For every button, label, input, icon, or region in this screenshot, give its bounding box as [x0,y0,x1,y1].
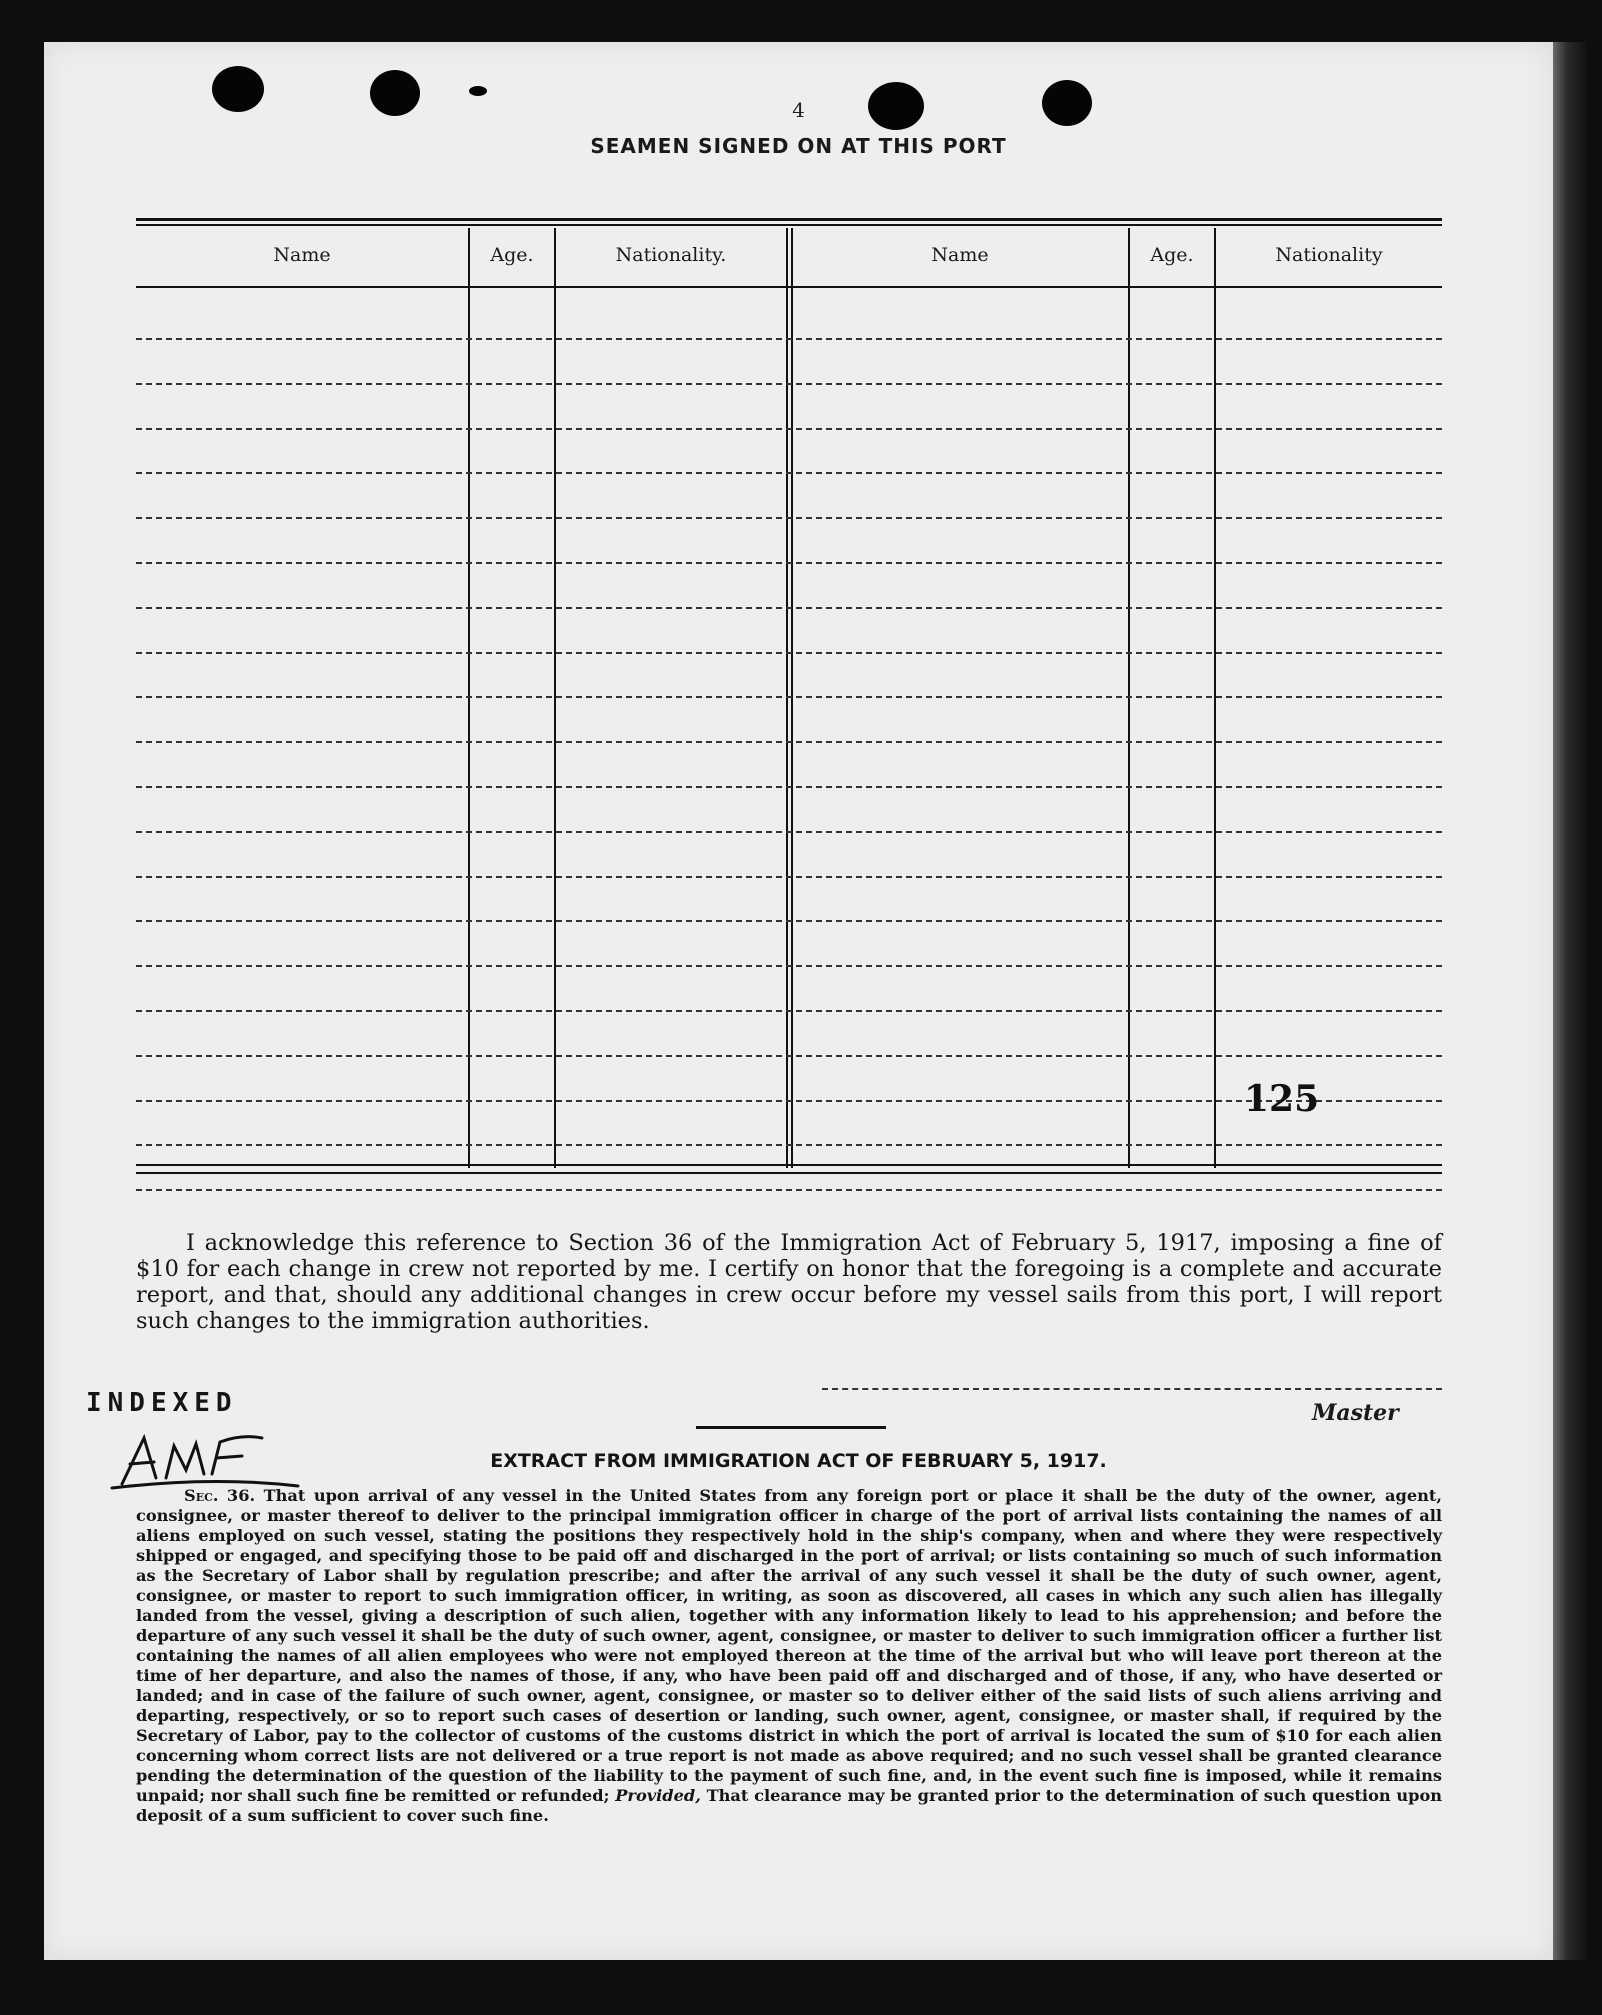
punch-hole [469,86,487,96]
crew-table [136,176,1442,1176]
extract-body [136,1486,1442,1826]
table-row [136,876,1442,878]
signature-label: Master [1312,1400,1399,1426]
table-row [136,1055,1442,1057]
header-nationality-1: Nationality. [615,244,727,266]
handwritten-entry: 125 [1244,1078,1320,1120]
table-row [136,786,1442,788]
extract-title: EXTRACT FROM IMMIGRATION ACT OF FEBRUARY 5, 1917. [490,1450,1107,1472]
table-row [136,1144,1442,1146]
header-name-2: Name [931,244,989,266]
table-row [136,920,1442,922]
acknowledgement-text: I acknowledge this reference to Section 36 of the Immigration Act of February 5, 1917, imposing a fine of $10 for each change in crew not reported by me. I certify on honor that the foregoing is a complete and accurate report, and that, should any additional changes in crew occur before my vessel sails from this port, I will report such changes to the immigration authorities. [136,1230,1442,1334]
indexed-stamp: INDEXED [86,1388,238,1418]
table-row [136,383,1442,385]
table-row [136,696,1442,698]
table-row [136,741,1442,743]
table-row [136,338,1442,340]
table-top-rule [136,218,1442,221]
table-top-rule-inner [136,224,1442,226]
extract-section-text: That upon arrival of any vessel in the United States from any foreign port or place it shall be the duty of the owner, agent, consignee, or master thereof to deliver to the principal immigration officer in charge of the port of arrival lists containing the names of all aliens employed on such vessel, stating the positions they respectively hold in the ship's company, when and where they were respectively shipped or engaged, and specifying those to be paid off and discharged in the port of arrival; or lists containing so much of such information as the Secretary of Labor shall by regulation prescribe; and after the arrival of any such vessel it shall be the duty of such owner, agent, consignee, or master to report to such immigration officer, in writing, as soon as discovered, all cases in which any such alien has illegally landed from the vessel, giving a description of such alien, together with any information likely to lead to his apprehension; and before the departure of any such vessel it shall be the duty of such owner, agent, consignee, or master to deliver to such immigration officer a further list containing the names of all alien employees who were not employed thereon at the time of the arrival but who will leave port thereon at the time of her departure, and also the names of those, if any, who have been paid off and discharged and of those, if any, who have deserted or landed; and in case of the failure of such owner, agent, consignee, or master so to deliver either of the said lists of such aliens arriving and departing, respectively, or so to report such cases of desertion or landing, such owner, agent, consignee, or master shall, if required by the Secretary of Labor, pay to the collector of customs of the customs district in which the port of arrival is located the sum of $10 for each alien concerning whom correct lists are not delivered or a true report is not made as above required; and no such vessel shall be granted clearance pending the determination of the question of the liability to the payment of such fine, and, in the event such fine is imposed, while it remains unpaid; nor shall such fine be remitted or refunded; [136,1486,1443,1805]
table-row [136,652,1442,654]
signature-line [822,1388,1442,1390]
header-name-1: Name [273,244,331,266]
table-row [136,517,1442,519]
table-row [136,472,1442,474]
section-divider [696,1426,886,1429]
table-row [136,831,1442,833]
header-age-2: Age. [1150,244,1194,266]
header-nationality-2: Nationality [1275,244,1383,266]
table-row [136,562,1442,564]
table-row [136,607,1442,609]
table-row [136,1010,1442,1012]
header-age-1: Age. [490,244,534,266]
table-row [136,428,1442,430]
document-page [44,42,1553,1960]
extract-proviso-word: Provided, [615,1786,701,1805]
table-row [136,1189,1442,1191]
table-bottom-rule-outer [136,1172,1442,1174]
page-number: 4 [792,98,805,122]
extract-proviso-text: That clearance may be granted prior to the determination of such question upon deposit of a sum sufficient to cover such fine. [136,1786,1443,1825]
table-row [136,965,1442,967]
page-edge-shadow [1553,42,1587,1960]
extract-section-label: Sec. 36. [184,1486,256,1505]
form-title: SEAMEN SIGNED ON AT THIS PORT [590,134,1007,158]
